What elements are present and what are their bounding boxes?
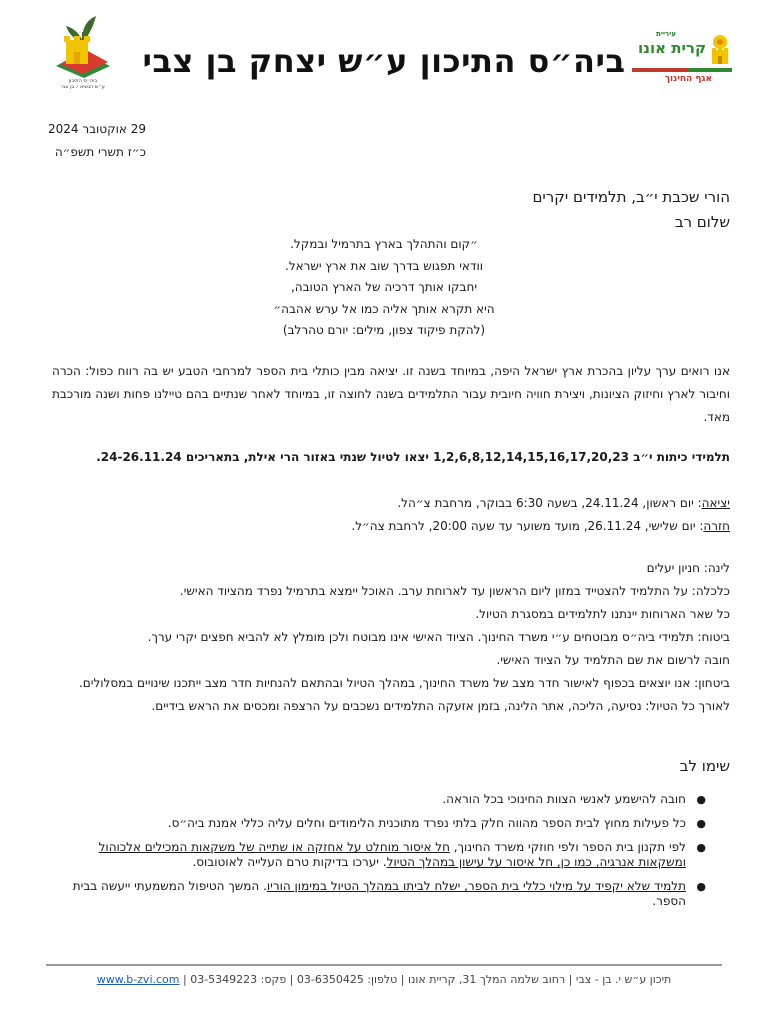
hebrew-date: כ״ז תשרי תשפ״ה — [54, 145, 146, 159]
rule-item — [52, 840, 706, 870]
city-name: קרית אונו — [638, 39, 706, 57]
city-small-label: עיריית — [656, 30, 676, 38]
bullet-icon: ● — [696, 817, 706, 830]
rule-text-underlined: תלמיד שלא יקפיד על מילוי כללי בית הספר, ישלח לביתו במהלך הטיול במימון הוריו — [266, 879, 686, 893]
classes-announcement: תלמידי כיתות י״ב 1,2,6,8,12,14,15,16,17,20,23 יצאו לטיול שנתי באזור הרי אילת, בתאריכים 24-26.11.24. — [96, 450, 730, 464]
return-label: חזרה — [703, 519, 730, 533]
trip-details — [52, 557, 730, 718]
food-line: כלכלה: על התלמיד להצטייד במזון ליום הראשון עד לארוחת ערב. האוכל יימצא בתרמיל נפרד מהציוד האישי. — [179, 584, 730, 598]
trip-schedule — [351, 492, 730, 538]
poem-line: יחבקו אותך דרכיה של הארץ הטובה, — [290, 280, 478, 294]
lodging-line: לינה: חניון יעלים — [646, 561, 730, 575]
city-logo — [624, 30, 732, 90]
return-text: : יום שלישי, 26.11.24, מועד משוער עד שעה 20:00, לרחבת צה״ל. — [351, 519, 704, 533]
bullet-icon: ● — [696, 793, 706, 806]
rules-list — [52, 792, 706, 918]
rule-text-underlined: חל איסור מוחלט על אחזקה או שתייה של משקאות המכילים אלכוהול ומשקאות אנרגיה, כמו כן, חל איסור על עישון במהלך הטיול — [98, 840, 686, 869]
meals-line: כל שאר הארוחות יינתנו לתלמידים במסגרת הטיול. — [475, 607, 730, 621]
rule-item — [52, 816, 706, 831]
poem-line: היא תקרא אותך אליה כמו אל ערש אהבה״ — [273, 301, 495, 316]
rule-text: חובה להישמע לאנשי הצוות החינוכי בכל הוראה. — [442, 792, 686, 806]
intro-paragraph: אנו רואים ערך עליון בהכרת ארץ ישראל היפה, במיוחד בשנה זו. יציאה מבין כותלי בית הספר למרחבי הטבע יש בה רווח כפול: הכרה וחיבור לארץ וחיזוק הציונות, ויצירת חוויה חיובית עבור התלמידים בשנה לחוצה זו, במיוחד לאחר שנתיים בהם טיילנו פחות ושנה מורכבת מאד. — [52, 364, 730, 424]
poem-line: וודאי תפגוש בדרך שוב את ארץ ישראל. — [285, 258, 483, 273]
departure-text: : יום ראשון, 24.11.24, בשעה 6:30 בבוקר, מרחבת צ״הל. — [397, 496, 702, 510]
date-block — [48, 118, 146, 164]
letterhead — [0, 8, 768, 92]
rule-text: . יערכו בדיקות טרם העלייה לאוטובוס. — [192, 855, 387, 869]
city-stripe-icon — [632, 68, 732, 72]
rule-text: לפי תקנון בית הספר ולפי חוזקי משרד החינוך, — [449, 840, 686, 854]
security-line: ביטחון: אנו יוצאים בכפוף לאישור חדר מצב של משרד החינוך, במהלך הטיול ובהתאם להנחיות חדר מצב ייתכנו שינויים במסלולים. — [78, 676, 730, 690]
website-link[interactable]: www.b-zvi.com — [96, 973, 180, 986]
city-emblem-icon — [708, 32, 732, 68]
page-title: ביה״ס התיכון ע״ש יצחק בן צבי — [142, 42, 626, 80]
rule-text: כל פעילות מחוץ לבית הספר מהווה חלק בלתי נפרד מתוכנית הלימודים וחלים עליה כללי אמנת ביה״ס. — [167, 816, 686, 830]
departure-row — [351, 492, 730, 515]
rule-item — [52, 792, 706, 807]
greeting — [532, 185, 730, 235]
departure-label: יציאה — [701, 496, 730, 510]
poem-quote — [0, 234, 768, 342]
poem-credit: (להקת פיקוד צפון, מילים: יורם טהרלב) — [282, 323, 486, 337]
label-equipment-line: חובה לרשום את שם התלמיד על הציוד האישי. — [496, 653, 730, 667]
return-row — [351, 515, 730, 538]
greeting-addressee: הורי שכבת י״ב, תלמידים יקרים — [532, 188, 730, 206]
greeting-salutation: שלום רב — [674, 213, 730, 231]
school-logo-line1: ביה״ס התיכון — [68, 78, 98, 84]
footer-divider — [46, 964, 722, 966]
school-logo-line2: ע״ש הנשיא י. בן צבי — [61, 84, 105, 90]
alarm-line: לאורך כל הטיול: נסיעה, הליכה, אתר הלינה, בזמן אזעקה התלמידים נשכבים על הרצפה ומכסים את הראש בידיים. — [151, 699, 730, 713]
insurance-line: ביטוח: תלמידי ביה״ס מבוטחים ע״י משרד החינוך. הציוד האישי אינו מבוטח ולכן מומלץ לא להביא חפצים יקרי ערך. — [147, 630, 730, 644]
rule-item — [52, 879, 706, 909]
rule-text: . המשך הטיפול המשמעתי ייעשה בבית הספר. — [72, 879, 686, 908]
city-department: אגף החינוך — [664, 74, 712, 84]
footer — [0, 973, 768, 986]
attention-heading: שימו לב — [679, 757, 730, 775]
bullet-icon: ● — [696, 841, 706, 854]
footer-contact: תיכון ע״ש י. בן - צבי | רחוב שלמה המלך 31, קריית אונו | טלפון: 03-6350425 | פקס: 03-5349223 | — [179, 973, 672, 986]
gregorian-date: 29 אוקטובר 2024 — [47, 122, 146, 136]
bullet-icon: ● — [696, 880, 706, 893]
poem-line: ״קום והתהלך בארץ בתרמיל ובמקל. — [290, 237, 478, 251]
